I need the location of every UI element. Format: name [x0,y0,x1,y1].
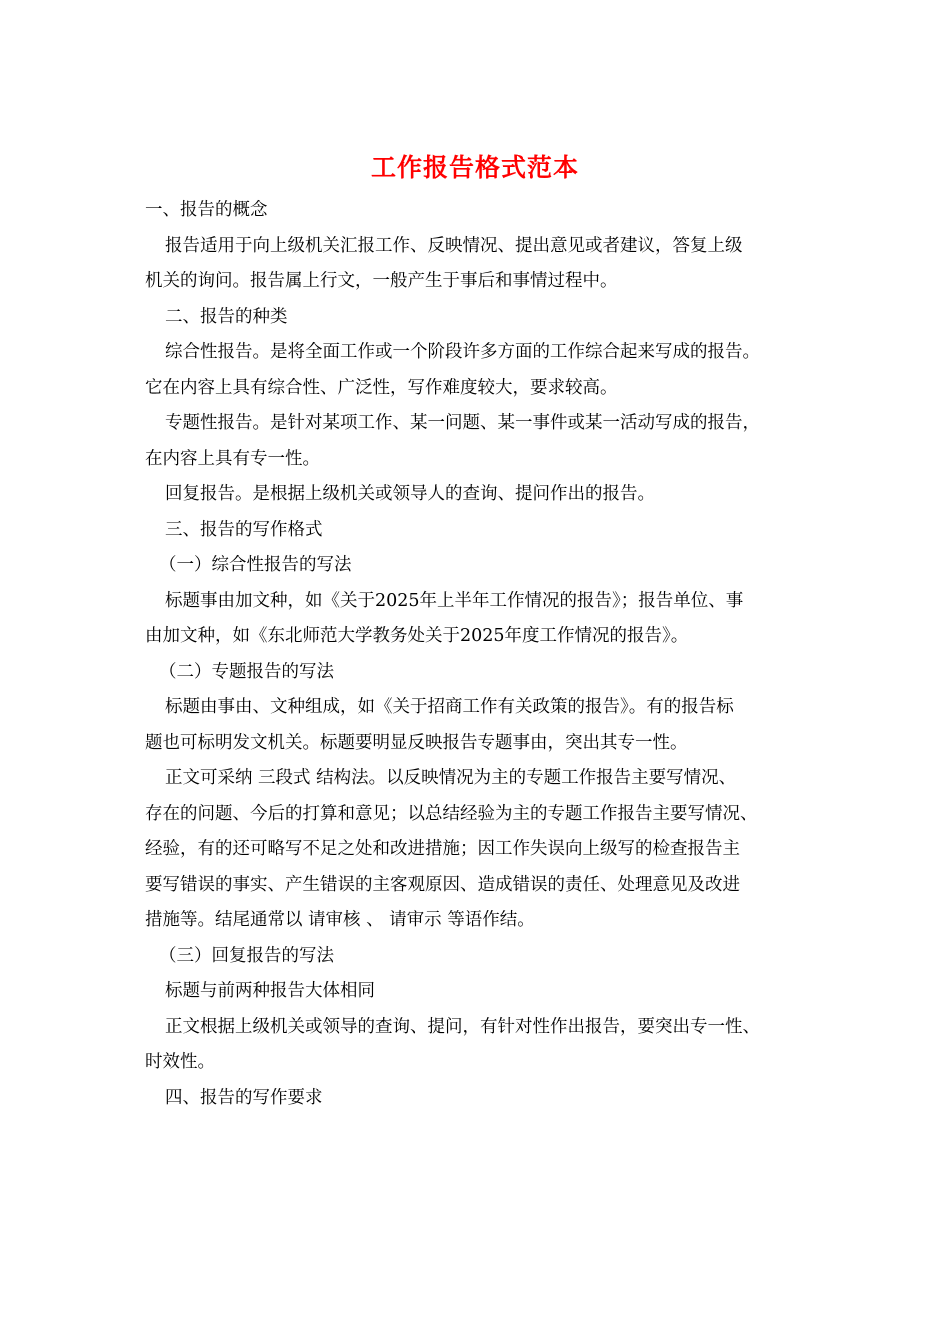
paragraph-line: 由加文种，如《东北师范大学教务处关于2025年度工作情况的报告》。 [145,626,689,646]
paragraph-line: 综合性报告。是将全面工作或一个阶段许多方面的工作综合起来写成的报告。 [165,342,760,362]
section-heading-1: 一、报告的概念 [145,200,268,220]
paragraph-line: 回复报告。是根据上级机关或领导人的查询、提问作出的报告。 [165,484,655,504]
section-heading-4: 四、报告的写作要求 [165,1087,323,1108]
document-title: 工作报告格式范本 [370,153,579,182]
paragraph-line: 标题事由加文种，如《关于2025年上半年工作情况的报告》；报告单位、事 [165,590,744,611]
paragraph-line: 它在内容上具有综合性、广泛性，写作难度较大，要求较高。 [145,377,618,398]
paragraph-line: 标题由事由、文种组成，如《关于招商工作有关政策的报告》。有的报告标 [165,697,734,717]
paragraph-line: 题也可标明发文机关。标题要明显反映报告专题事由，突出其专一性。 [145,732,688,753]
paragraph-line: 标题与前两种报告大体相同 [165,981,375,1001]
document-body [145,193,810,1116]
paragraph-line: 报告适用于向上级机关汇报工作、反映情况、提出意见或者建议，答复上级 [165,235,743,256]
section-heading-2: 二、报告的种类 [165,306,288,327]
section-heading-3: 三、报告的写作格式 [165,519,323,540]
paragraph-line: 在内容上具有专一性。 [145,448,320,469]
paragraph-line: 机关的询问。报告属上行文，一般产生于事后和事情过程中。 [145,271,618,291]
paragraph-line: 专题性报告。是针对某项工作、某一问题、某一事件或某一活动写成的报告， [165,413,760,433]
paragraph-line: 措施等。结尾通常以 请审核 、 请审示 等语作结。 [145,910,535,930]
subsection-heading-3: （三）回复报告的写法 [159,945,334,966]
paragraph-line: 存在的问题、今后的打算和意见；以总结经验为主的专题工作报告主要写情况、 [145,803,758,824]
subsection-heading-2: （二）专题报告的写法 [159,661,334,682]
subsection-heading-1: （一）综合性报告的写法 [159,555,352,575]
paragraph-line: 正文根据上级机关或领导的查询、提问，有针对性作出报告，要突出专一性、 [165,1016,760,1037]
paragraph-line: 要写错误的事实、产生错误的主客观原因、造成错误的责任、处理意见及改进 [145,874,740,895]
paragraph-line: 正文可采纳 三段式 结构法。以反映情况为主的专题工作报告主要写情况、 [165,768,737,788]
paragraph-line: 时效性。 [145,1052,215,1072]
paragraph-line: 经验，有的还可略写不足之处和改进措施；因工作失误向上级写的检查报告主 [145,839,740,859]
